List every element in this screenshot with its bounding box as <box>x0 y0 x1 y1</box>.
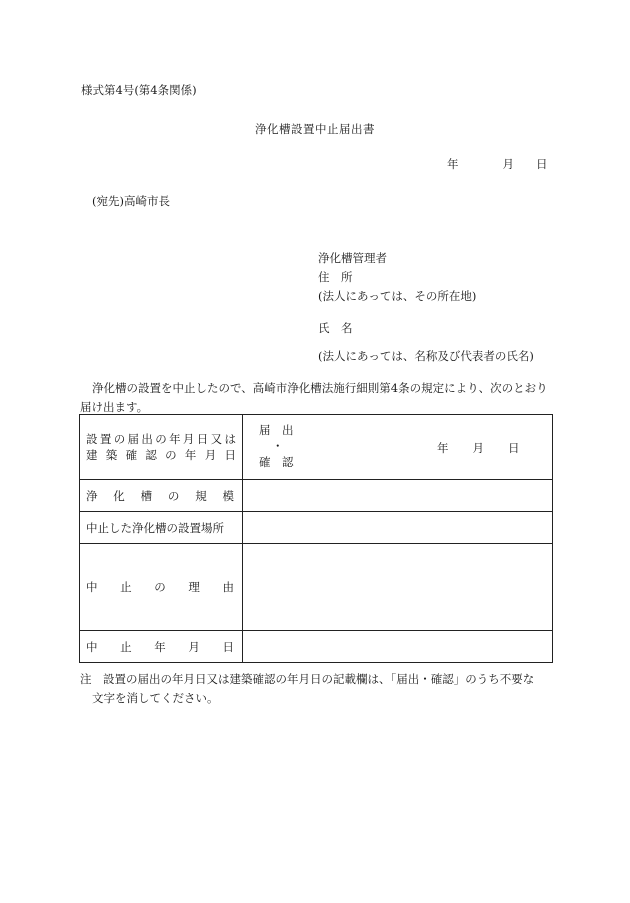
document-title: 浄化槽設置中止届出書 <box>255 122 375 136</box>
label-char: 中 <box>86 639 98 654</box>
label-char: 建 <box>86 448 98 462</box>
label-char: 月 <box>188 639 200 654</box>
label-line-1 <box>86 431 242 447</box>
cancellation-date-label <box>80 631 243 663</box>
kind-confirmation: 確 認 <box>259 455 294 469</box>
label-char: 日 <box>196 432 209 446</box>
label-char: 日 <box>224 448 236 462</box>
label-char: の <box>113 432 126 446</box>
address-label: 住 所 <box>318 270 353 284</box>
label-char: 又 <box>210 432 223 446</box>
installation-site-text: 中止した浄化槽の設置場所 <box>86 520 224 535</box>
footnote <box>80 670 556 708</box>
label-char: 届 <box>127 432 140 446</box>
manager-heading: 浄化槽管理者 <box>318 251 387 265</box>
label-char: 止 <box>120 639 132 654</box>
label-char: 置 <box>99 432 112 446</box>
label-char: の <box>155 432 167 446</box>
label-char: 月 <box>182 432 195 446</box>
day-label: 日 <box>536 157 548 171</box>
label-char: 築 <box>105 448 118 462</box>
septic-scale-label <box>80 480 243 512</box>
label-char: 出 <box>141 432 153 446</box>
label-char: 中 <box>86 580 98 594</box>
installation-site-value[interactable] <box>243 512 553 544</box>
notification-date-label <box>80 415 243 480</box>
label-char: 止 <box>120 580 132 594</box>
table-row <box>80 631 553 663</box>
label-char: 認 <box>145 448 157 462</box>
footnote-line-1: 注 設置の届出の年月日又は建築確認の年月日の記載欄は、「届出・確認」のうち不要な <box>80 672 535 686</box>
month-label: 月 <box>472 441 484 455</box>
kind-notification: 届 出 <box>259 423 294 437</box>
label-line-2 <box>86 447 242 463</box>
cancellation-reason-label <box>80 544 243 631</box>
label-char: 年 <box>184 448 197 462</box>
label-char: 模 <box>222 488 234 503</box>
notification-date-value[interactable] <box>243 415 553 480</box>
month-label: 月 <box>502 157 514 171</box>
table-row <box>80 544 553 631</box>
septic-scale-value[interactable] <box>243 480 553 512</box>
day-label: 日 <box>508 441 520 455</box>
table-row <box>80 480 553 512</box>
label-char: は <box>224 432 236 446</box>
label-char: 日 <box>222 639 234 654</box>
kind-separator: ・ <box>272 439 284 453</box>
label-char: 月 <box>204 448 217 462</box>
label-char: 設 <box>86 432 98 446</box>
installation-site-label <box>80 512 243 544</box>
name-label: 氏 名 <box>318 321 353 335</box>
label-char: 規 <box>195 488 207 503</box>
label-char: 確 <box>125 448 138 462</box>
label-char: 由 <box>222 580 234 594</box>
label-char: の <box>165 448 177 462</box>
cancellation-date-value[interactable] <box>243 631 553 663</box>
label-char: 槽 <box>140 488 153 503</box>
notification-table <box>79 414 553 663</box>
name-note: (法人にあっては、名称及び代表者の氏名) <box>318 349 534 363</box>
table-row <box>80 415 553 480</box>
year-label: 年 <box>437 441 449 455</box>
label-char: 年 <box>154 639 166 654</box>
footnote-line-2: 文字を消してください。 <box>92 691 219 705</box>
addressee: (宛先)高崎市長 <box>92 194 170 208</box>
cancellation-reason-value[interactable] <box>243 544 553 631</box>
manager-block <box>318 249 534 366</box>
address-note: (法人にあっては、その所在地) <box>318 289 477 303</box>
label-char: 年 <box>169 432 181 446</box>
label-char: 理 <box>188 580 200 594</box>
label-char: 浄 <box>86 488 98 503</box>
label-char: 化 <box>113 488 125 503</box>
label-char: の <box>154 580 166 594</box>
form-number: 様式第4号(第4条関係) <box>81 83 197 97</box>
submission-date <box>447 156 548 172</box>
notification-date-fields <box>437 440 520 456</box>
intro-statement: 浄化槽の設置を中止したので、高崎市浄化槽法施行細則第4条の規定により、次のとおり届け出ます。 <box>80 381 548 414</box>
year-label: 年 <box>447 157 459 171</box>
notification-kind-choice <box>259 422 294 470</box>
table-row <box>80 512 553 544</box>
label-char: の <box>167 488 180 503</box>
